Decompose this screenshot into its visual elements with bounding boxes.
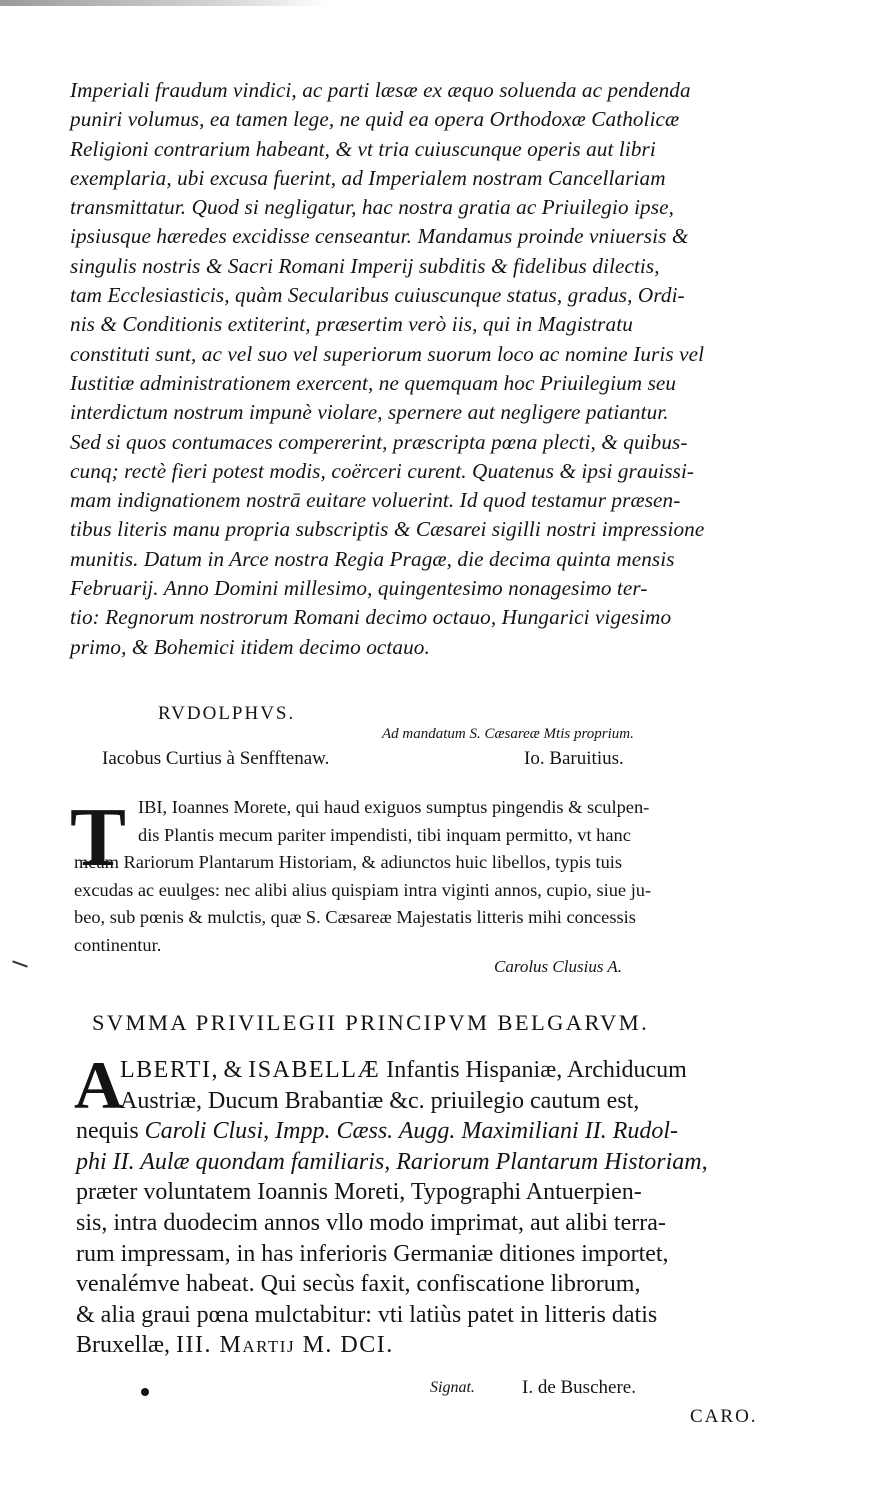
italic-fragment: Caroli Clusi, Impp. Cæss. Augg. Maximiliani II. Rudol- [144, 1118, 679, 1145]
text-line: & alia graui pœna mulctabitur: vti latiùs patet in litteris datis [76, 1301, 658, 1328]
text-line: munitis. Datum in Arce nostra Regia Pragæ, die decima quinta mensis [70, 546, 675, 571]
text-line [76, 1116, 796, 1147]
signat-label: Signat. [430, 1379, 475, 1396]
text-line: nis & Conditionis extiterint, præsertim verò iis, qui in Magistratu [70, 312, 633, 337]
text-line: Imperiali fraudum vindici, ac parti læsæ ex æquo soluenda ac pendenda [70, 78, 691, 102]
text-line [76, 1147, 796, 1178]
text-line: excudas ac euulges: nec alibi alius quispiam intra viginti annos, cupio, siue ju- [74, 879, 652, 900]
date-fragment: III. Martij M. DCI. [176, 1332, 394, 1359]
text-line: dis Plantis mecum pariter impendisti, tibi inquam permitto, vt hanc [138, 824, 631, 845]
text-line: tibus literis manu propria subscriptis & Cæsarei sigilli nostri impressione [70, 517, 705, 542]
dropcap-t: T [70, 791, 127, 884]
text-line: interdictum nostrum impunè violare, spernere aut negligere patiantur. [70, 400, 669, 425]
text-line: tam Ecclesiasticis, quàm Secularibus cuiuscunque status, gradus, Ordi- [70, 283, 685, 308]
text-line: rum impressam, in has inferioris Germaniæ ditiones importet, [76, 1240, 669, 1267]
text-line: continentur. [74, 934, 162, 955]
text-line: meam Rariorum Plantarum Historiam, & adiunctos huic libellos, typis tuis [74, 852, 623, 873]
text-line: cunq; rectè fieri potest modis, coërceri curent. Quatenus & ipsi grauissi- [70, 458, 695, 483]
text-line: tio: Regnorum nostrorum Romani decimo octauo, Hungarici vigesimo [70, 605, 672, 630]
text-line: singulis nostris & Sacri Romani Imperij subditis & fidelibus dilectis, [70, 253, 660, 278]
text-line [76, 1330, 796, 1361]
text-line: Religioni contrarium habeant, & vt tria cuiuscunque operis aut libri [70, 136, 656, 161]
text-line: ipsiusque hæredes excidisse censeantur. Mandamus proinde vniuersis & [70, 224, 689, 249]
summa-paragraph [74, 1047, 796, 1361]
signature-rudolphus: RVDOLPHVS. [158, 703, 296, 724]
privilege-latin-text [70, 76, 770, 662]
text-line: IBI, Ioannes Morete, qui haud exiguos sumptus pingendis & sculpen- [138, 797, 650, 817]
name-alberti: LBERTI [120, 1057, 212, 1083]
text-line: sis, intra duodecim annos vllo modo imprimat, aut alibi terra- [76, 1209, 666, 1236]
text-line: Austriæ, Ducum Brabantiæ &c. priuilegio cautum est, [120, 1087, 640, 1114]
text-line: præter voluntatem Ioannis Moreti, Typographi Antuerpien- [76, 1179, 642, 1206]
text-line [76, 1055, 796, 1086]
ink-dot [141, 1388, 149, 1396]
italic-fragment: phi II. Aulæ quondam familiaris, Rariorum Plantarum Historiam, [76, 1148, 708, 1175]
text-line: Iustitiæ administrationem exercent, ne quemquam hoc Priuilegium seu [70, 370, 677, 395]
tibi-paragraph [74, 794, 774, 960]
text-line: venalémve habeat. Qui secùs faxit, confiscatione librorum, [76, 1271, 641, 1298]
signature-buschere: I. de Buschere. [522, 1377, 636, 1398]
text-fragment: Infantis Hispaniæ, Archiducum [380, 1057, 687, 1083]
text-fragment: , & [211, 1057, 249, 1083]
text-line: beo, sub pœnis & mulctis, quæ S. Cæsareæ Majestatis litteris mihi concessis [74, 907, 636, 928]
text-line: primo, & Bohemici itidem decimo octauo. [70, 634, 430, 659]
name-isabellae: ISABELLÆ [248, 1057, 381, 1083]
ad-mandatum-note: Ad mandatum S. Cæsareæ Mtis proprium. [382, 726, 634, 742]
dropcap-a: A [74, 1047, 124, 1123]
text-line: transmittatur. Quod si negligatur, hac nostra gratia ac Priuilegio ipse, [70, 195, 674, 220]
margin-mark [12, 960, 28, 967]
signature-curtius: Iacobus Curtius à Senfftenaw. [102, 748, 330, 769]
text-line: Sed si quos contumaces compererint, præscripta pœna plecti, & quibus- [70, 429, 688, 454]
top-edge-shadow [0, 0, 330, 6]
text-line: mam indignationem nostrā euitare voluerint. Id quod testamur præsen- [70, 488, 681, 513]
signature-baruitius: Io. Baruitius. [524, 748, 624, 769]
text-line: Februarij. Anno Domini millesimo, quingentesimo nonagesimo ter- [70, 576, 648, 601]
text-line: constituti sunt, ac vel suo vel superiorum suorum loco ac nomine Iuris vel [70, 341, 705, 366]
catchword: CARO. [690, 1406, 758, 1427]
text-fragment: nequis [76, 1118, 145, 1145]
signature-clusius: Carolus Clusius A. [494, 957, 623, 976]
text-line: exemplaria, ubi excusa fuerint, ad Imperialem nostram Cancellariam [70, 165, 666, 190]
section-title: SVMMA PRIVILEGII PRINCIPVM BELGARVM. [92, 1010, 650, 1035]
text-fragment: Bruxellæ, [76, 1332, 176, 1359]
text-line: puniri volumus, ea tamen lege, ne quid ea opera Orthodoxæ Catholicæ [70, 107, 680, 132]
